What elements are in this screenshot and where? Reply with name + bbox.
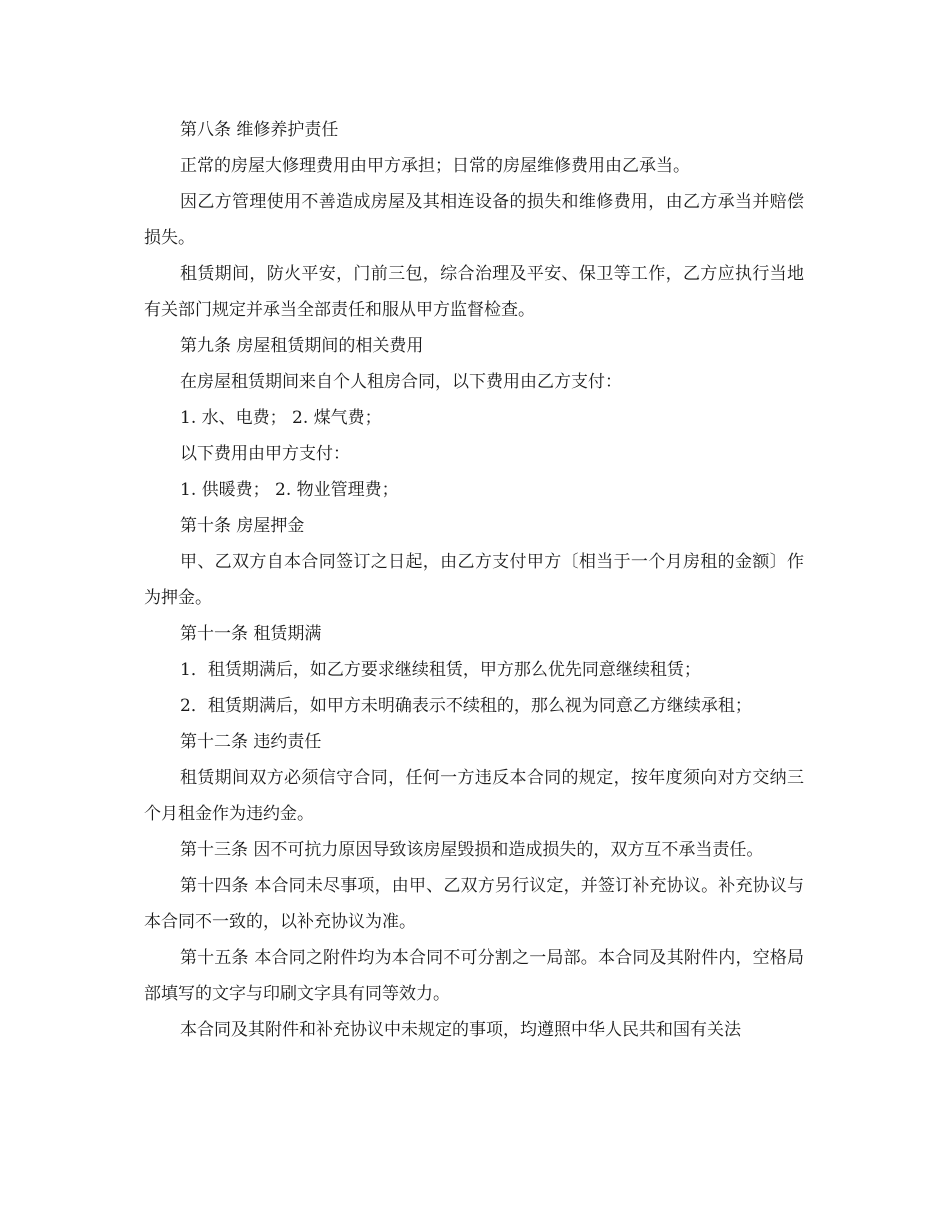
paragraph: 租赁期间，防火平安，门前三包，综合治理及平安、保卫等工作，乙方应执行当地有关部门规定并承当全部责任和服从甲方监督检查。 [144, 264, 804, 320]
clause-8-heading: 第八条 维修养护责任 [180, 120, 339, 140]
clause-10-heading: 第十条 房屋押金 [180, 516, 305, 536]
list-item: 1. 水、电费； 2. 煤气费； [180, 408, 382, 428]
clause-11-heading: 第十一条 租赁期满 [180, 624, 322, 644]
document-body [144, 112, 804, 1048]
paragraph: 正常的房屋大修理费用由甲方承担；日常的房屋维修费用由乙承当。 [180, 156, 690, 176]
clause-12-heading: 第十二条 违约责任 [180, 732, 322, 752]
clause-9-heading: 第九条 房屋租赁期间的相关费用 [180, 336, 424, 356]
list-item: 1．租赁期满后，如乙方要求继续租赁，甲方那么优先同意继续租赁； [180, 660, 701, 680]
list-item: 2．租赁期满后，如甲方未明确表示不续租的，那么视为同意乙方继续承租； [180, 696, 752, 716]
clause-14: 第十四条 本合同未尽事项，由甲、乙双方另行议定，并签订补充协议。补充协议与本合同不一致的，以补充协议为准。 [144, 876, 804, 932]
paragraph: 甲、乙双方自本合同签订之日起，由乙方支付甲方〔相当于一个月房租的金额〕作为押金。 [144, 552, 804, 608]
paragraph: 本合同及其附件和补充协议中未规定的事项，均遵照中华人民共和国有关法 [180, 1020, 741, 1040]
clause-13: 第十三条 因不可抗力原因导致该房屋毁损和造成损失的，双方互不承当责任。 [180, 840, 764, 860]
paragraph: 以下费用由甲方支付： [180, 444, 350, 464]
list-item: 1. 供暖费； 2. 物业管理费； [180, 480, 399, 500]
paragraph: 因乙方管理使用不善造成房屋及其相连设备的损失和维修费用，由乙方承当并赔偿损失。 [144, 192, 804, 248]
clause-15: 第十五条 本合同之附件均为本合同不可分割之一局部。本合同及其附件内，空格局部填写的文字与印刷文字具有同等效力。 [144, 948, 804, 1004]
paragraph: 在房屋租赁期间来自个人租房合同，以下费用由乙方支付： [180, 372, 622, 392]
paragraph: 租赁期间双方必须信守合同，任何一方违反本合同的规定，按年度须向对方交纳三个月租金作为违约金。 [144, 768, 804, 824]
